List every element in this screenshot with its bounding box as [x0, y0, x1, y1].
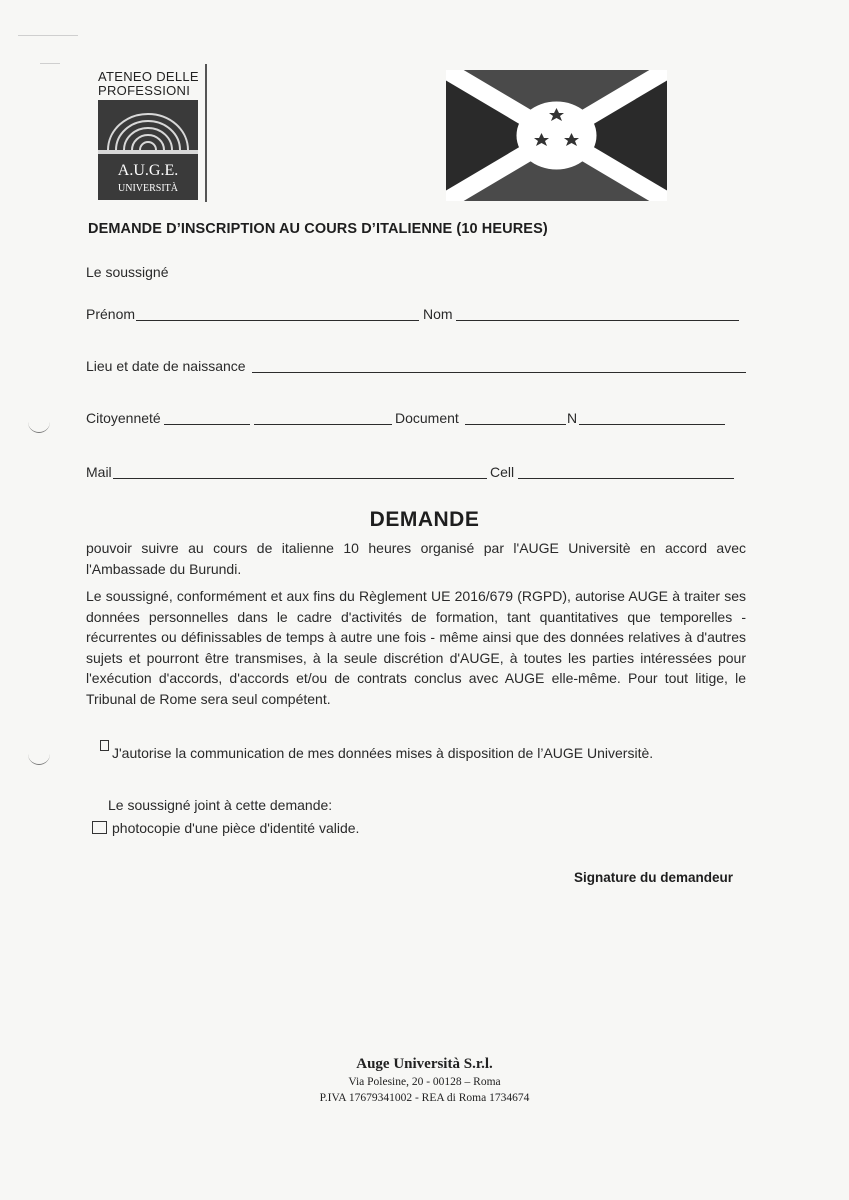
number-field[interactable] [579, 424, 725, 425]
punch-hole [28, 752, 50, 765]
cell-field[interactable] [518, 478, 734, 479]
id-copy-checkbox[interactable] [92, 821, 107, 834]
nom-label: Nom [423, 306, 453, 322]
punch-hole [28, 420, 50, 433]
document-field[interactable] [465, 424, 566, 425]
footer-company: Auge Università S.r.l. [356, 1056, 493, 1072]
logo-line-1: ATENEO DELLE [98, 69, 199, 84]
auge-logo [88, 64, 208, 202]
request-paragraph: pouvoir suivre au cours de italienne 10 heures organisé par l'AUGE Universitè en accord avec l'Ambassade du Burundi. [86, 540, 746, 577]
footer-vat: P.IVA 17679341002 - REA di Roma 1734674 [319, 1092, 530, 1104]
nom-field[interactable] [456, 320, 739, 321]
scan-mark [40, 63, 60, 64]
birth-field[interactable] [252, 372, 746, 373]
gdpr-paragraph: Le soussigné, conformément et aux fins du Règlement UE 2016/679 (RGPD), autorise AUGE à traiter ses données personnelles dans le cadre d'activités de formation, tant quantitatives que temporelles - récurrentes ou définissables de temps à autre une fois - même ainsi que des données relatives à d'autres sujets et pourront être transmises, à la seule discrétion d'AUGE, à toutes les parties intéressées pour l'exécution d'accords, d'accords et/ou de contrats conclus avec AUGE elle-même. Pour tout litige, le Tribunal de Rome sera seul compétent. [86, 588, 746, 707]
burundi-flag [446, 70, 667, 201]
citizenship-field-2[interactable] [254, 424, 392, 425]
citizenship-field[interactable] [164, 424, 250, 425]
intro-label: Le soussigné [86, 264, 169, 280]
demande-heading: DEMANDE [369, 508, 480, 531]
mail-label: Mail [86, 464, 112, 480]
mail-field[interactable] [113, 478, 487, 479]
number-label: N [567, 410, 578, 426]
prenom-field[interactable] [136, 320, 419, 321]
logo-emblem [98, 100, 198, 200]
consent-label: J'autorise la communication de mes données mises à disposition de l’AUGE Universitè. [112, 745, 654, 761]
signature-label: Signature du demandeur [574, 870, 734, 885]
footer-address: Via Polesine, 20 - 00128 – Roma [348, 1076, 501, 1088]
cell-label: Cell [490, 464, 515, 480]
birth-label: Lieu et date de naissance [86, 358, 246, 374]
prenom-label: Prénom [86, 306, 136, 322]
document-label: Document [395, 410, 459, 426]
logo-brand: A.U.G.E. [117, 162, 179, 179]
logo-sub: UNIVERSITÀ [118, 183, 178, 194]
citizenship-label: Citoyenneté [86, 410, 161, 426]
scan-mark [18, 35, 78, 36]
attachments-intro: Le soussigné joint à cette demande: [108, 797, 333, 813]
id-copy-label: photocopie d'une pièce d'identité valide. [112, 820, 360, 836]
logo-line-2: PROFESSIONI [98, 83, 191, 98]
consent-checkbox[interactable] [100, 740, 109, 751]
form-title: DEMANDE D’INSCRIPTION AU COURS D’ITALIENNE (10 HEURES) [88, 221, 548, 237]
